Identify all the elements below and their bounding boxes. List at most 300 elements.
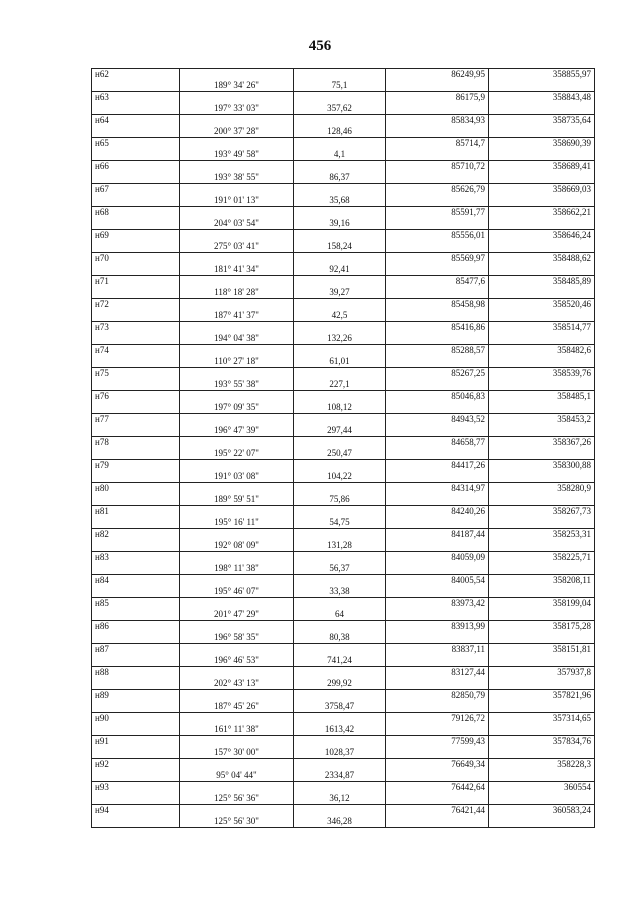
empty-cell xyxy=(294,552,386,564)
empty-cell xyxy=(386,747,489,759)
point-name: н77 xyxy=(92,414,180,426)
empty-cell xyxy=(386,724,489,736)
point-row xyxy=(92,667,595,679)
empty-cell xyxy=(92,356,180,368)
segment-row xyxy=(92,816,595,828)
segment-row xyxy=(92,287,595,299)
point-name: н93 xyxy=(92,782,180,794)
x-coordinate: 84417,26 xyxy=(386,460,489,472)
y-coordinate: 358453,2 xyxy=(489,414,595,426)
point-name: н75 xyxy=(92,368,180,380)
empty-cell xyxy=(386,448,489,460)
y-coordinate: 358669,03 xyxy=(489,184,595,196)
direction-angle: 201° 47' 29" xyxy=(180,609,294,621)
empty-cell xyxy=(294,483,386,495)
y-coordinate: 358689,41 xyxy=(489,161,595,173)
empty-cell xyxy=(180,138,294,150)
empty-cell xyxy=(386,333,489,345)
empty-cell xyxy=(386,287,489,299)
segment-length: 56,37 xyxy=(294,563,386,575)
empty-cell xyxy=(180,184,294,196)
y-coordinate: 358855,97 xyxy=(489,69,595,81)
empty-cell xyxy=(489,264,595,276)
empty-cell xyxy=(92,586,180,598)
empty-cell xyxy=(489,793,595,805)
point-row xyxy=(92,230,595,242)
direction-angle: 125° 56' 36" xyxy=(180,793,294,805)
empty-cell xyxy=(489,149,595,161)
empty-cell xyxy=(92,195,180,207)
point-name: н83 xyxy=(92,552,180,564)
segment-row xyxy=(92,172,595,184)
x-coordinate: 82850,79 xyxy=(386,690,489,702)
x-coordinate: 83973,42 xyxy=(386,598,489,610)
point-row xyxy=(92,552,595,564)
empty-cell xyxy=(180,759,294,771)
empty-cell xyxy=(294,299,386,311)
empty-cell xyxy=(180,115,294,127)
empty-cell xyxy=(92,218,180,230)
y-coordinate: 358253,31 xyxy=(489,529,595,541)
empty-cell xyxy=(294,506,386,518)
empty-cell xyxy=(180,598,294,610)
direction-angle: 157° 30' 00" xyxy=(180,747,294,759)
y-coordinate: 358488,62 xyxy=(489,253,595,265)
empty-cell xyxy=(180,782,294,794)
segment-length: 35,68 xyxy=(294,195,386,207)
empty-cell xyxy=(180,690,294,702)
y-coordinate: 358228,3 xyxy=(489,759,595,771)
y-coordinate: 358151,81 xyxy=(489,644,595,656)
point-name: н72 xyxy=(92,299,180,311)
empty-cell xyxy=(489,172,595,184)
empty-cell xyxy=(386,402,489,414)
y-coordinate: 357821,96 xyxy=(489,690,595,702)
x-coordinate: 84005,54 xyxy=(386,575,489,587)
empty-cell xyxy=(386,678,489,690)
empty-cell xyxy=(489,241,595,253)
x-coordinate: 85556,01 xyxy=(386,230,489,242)
segment-row xyxy=(92,494,595,506)
point-name: н78 xyxy=(92,437,180,449)
x-coordinate: 84943,52 xyxy=(386,414,489,426)
point-row xyxy=(92,759,595,771)
y-coordinate: 358646,24 xyxy=(489,230,595,242)
point-row xyxy=(92,805,595,817)
y-coordinate: 358482,6 xyxy=(489,345,595,357)
empty-cell xyxy=(489,310,595,322)
point-name: н63 xyxy=(92,92,180,104)
empty-cell xyxy=(92,678,180,690)
empty-cell xyxy=(92,609,180,621)
empty-cell xyxy=(294,92,386,104)
y-coordinate: 358539,76 xyxy=(489,368,595,380)
empty-cell xyxy=(489,425,595,437)
direction-angle: 191° 03' 08" xyxy=(180,471,294,483)
empty-cell xyxy=(489,609,595,621)
point-name: н84 xyxy=(92,575,180,587)
empty-cell xyxy=(92,149,180,161)
point-row xyxy=(92,138,595,150)
empty-cell xyxy=(92,425,180,437)
direction-angle: 118° 18' 28" xyxy=(180,287,294,299)
segment-length: 80,38 xyxy=(294,632,386,644)
segment-row xyxy=(92,770,595,782)
segment-row xyxy=(92,563,595,575)
point-name: н64 xyxy=(92,115,180,127)
empty-cell xyxy=(92,747,180,759)
empty-cell xyxy=(294,759,386,771)
segment-length: 42,5 xyxy=(294,310,386,322)
segment-row xyxy=(92,333,595,345)
direction-angle: 196° 58' 35" xyxy=(180,632,294,644)
segment-row xyxy=(92,379,595,391)
empty-cell xyxy=(294,667,386,679)
direction-angle: 187° 41' 37" xyxy=(180,310,294,322)
empty-cell xyxy=(294,138,386,150)
empty-cell xyxy=(180,207,294,219)
y-coordinate: 358690,39 xyxy=(489,138,595,150)
point-name: н71 xyxy=(92,276,180,288)
empty-cell xyxy=(294,276,386,288)
empty-cell xyxy=(92,655,180,667)
empty-cell xyxy=(180,667,294,679)
x-coordinate: 84187,44 xyxy=(386,529,489,541)
y-coordinate: 358300,88 xyxy=(489,460,595,472)
x-coordinate: 76421,44 xyxy=(386,805,489,817)
y-coordinate: 358208,11 xyxy=(489,575,595,587)
empty-cell xyxy=(489,333,595,345)
empty-cell xyxy=(489,747,595,759)
empty-cell xyxy=(386,540,489,552)
segment-row xyxy=(92,241,595,253)
empty-cell xyxy=(92,816,180,828)
x-coordinate: 86175,9 xyxy=(386,92,489,104)
empty-cell xyxy=(386,126,489,138)
empty-cell xyxy=(386,218,489,230)
segment-row xyxy=(92,448,595,460)
empty-cell xyxy=(386,770,489,782)
empty-cell xyxy=(489,655,595,667)
direction-angle: 161° 11' 38" xyxy=(180,724,294,736)
segment-length: 357,62 xyxy=(294,103,386,115)
x-coordinate: 79126,72 xyxy=(386,713,489,725)
segment-row xyxy=(92,402,595,414)
empty-cell xyxy=(294,253,386,265)
empty-cell xyxy=(92,80,180,92)
x-coordinate: 83127,44 xyxy=(386,667,489,679)
point-name: н87 xyxy=(92,644,180,656)
segment-length: 227,1 xyxy=(294,379,386,391)
empty-cell xyxy=(489,80,595,92)
segment-length: 86,37 xyxy=(294,172,386,184)
empty-cell xyxy=(294,782,386,794)
empty-cell xyxy=(294,529,386,541)
segment-row xyxy=(92,609,595,621)
empty-cell xyxy=(386,356,489,368)
empty-cell xyxy=(294,598,386,610)
point-row xyxy=(92,713,595,725)
y-coordinate: 357937,8 xyxy=(489,667,595,679)
y-coordinate: 357314,65 xyxy=(489,713,595,725)
x-coordinate: 76442,64 xyxy=(386,782,489,794)
empty-cell xyxy=(386,655,489,667)
segment-length: 36,12 xyxy=(294,793,386,805)
empty-cell xyxy=(489,379,595,391)
segment-length: 4,1 xyxy=(294,149,386,161)
boundary-points-table xyxy=(91,68,595,828)
empty-cell xyxy=(92,793,180,805)
point-row xyxy=(92,345,595,357)
direction-angle: 204° 03' 54" xyxy=(180,218,294,230)
point-name: н62 xyxy=(92,69,180,81)
empty-cell xyxy=(180,69,294,81)
point-row xyxy=(92,644,595,656)
empty-cell xyxy=(386,816,489,828)
empty-cell xyxy=(386,264,489,276)
x-coordinate: 85569,97 xyxy=(386,253,489,265)
empty-cell xyxy=(386,195,489,207)
empty-cell xyxy=(294,115,386,127)
empty-cell xyxy=(180,437,294,449)
segment-row xyxy=(92,701,595,713)
empty-cell xyxy=(294,621,386,633)
empty-cell xyxy=(92,517,180,529)
empty-cell xyxy=(92,241,180,253)
x-coordinate: 84059,09 xyxy=(386,552,489,564)
point-name: н80 xyxy=(92,483,180,495)
empty-cell xyxy=(180,230,294,242)
point-name: н90 xyxy=(92,713,180,725)
empty-cell xyxy=(92,563,180,575)
direction-angle: 187° 45' 26" xyxy=(180,701,294,713)
empty-cell xyxy=(489,678,595,690)
empty-cell xyxy=(92,310,180,322)
point-row xyxy=(92,437,595,449)
empty-cell xyxy=(386,471,489,483)
segment-length: 75,1 xyxy=(294,80,386,92)
segment-length: 61,01 xyxy=(294,356,386,368)
segment-length: 39,27 xyxy=(294,287,386,299)
point-name: н67 xyxy=(92,184,180,196)
empty-cell xyxy=(386,103,489,115)
x-coordinate: 83837,11 xyxy=(386,644,489,656)
point-name: н66 xyxy=(92,161,180,173)
point-row xyxy=(92,322,595,334)
empty-cell xyxy=(294,368,386,380)
point-row xyxy=(92,391,595,403)
empty-cell xyxy=(489,632,595,644)
direction-angle: 197° 33' 03" xyxy=(180,103,294,115)
empty-cell xyxy=(180,161,294,173)
empty-cell xyxy=(180,552,294,564)
y-coordinate: 358267,73 xyxy=(489,506,595,518)
empty-cell xyxy=(489,218,595,230)
segment-row xyxy=(92,103,595,115)
empty-cell xyxy=(180,92,294,104)
point-name: н76 xyxy=(92,391,180,403)
empty-cell xyxy=(386,241,489,253)
point-row xyxy=(92,115,595,127)
segment-length: 108,12 xyxy=(294,402,386,414)
segment-length: 1028,37 xyxy=(294,747,386,759)
empty-cell xyxy=(92,333,180,345)
empty-cell xyxy=(294,69,386,81)
point-row xyxy=(92,621,595,633)
empty-cell xyxy=(489,103,595,115)
empty-cell xyxy=(294,460,386,472)
point-row xyxy=(92,506,595,518)
empty-cell xyxy=(180,276,294,288)
x-coordinate: 85626,79 xyxy=(386,184,489,196)
segment-length: 299,92 xyxy=(294,678,386,690)
segment-length: 1613,42 xyxy=(294,724,386,736)
segment-row xyxy=(92,356,595,368)
direction-angle: 189° 59' 51" xyxy=(180,494,294,506)
direction-angle: 202° 43' 13" xyxy=(180,678,294,690)
empty-cell xyxy=(92,770,180,782)
empty-cell xyxy=(294,805,386,817)
empty-cell xyxy=(489,471,595,483)
empty-cell xyxy=(489,586,595,598)
x-coordinate: 85710,72 xyxy=(386,161,489,173)
empty-cell xyxy=(386,379,489,391)
empty-cell xyxy=(489,494,595,506)
segment-length: 104,22 xyxy=(294,471,386,483)
x-coordinate: 85416,86 xyxy=(386,322,489,334)
point-row xyxy=(92,184,595,196)
direction-angle: 191° 01' 13" xyxy=(180,195,294,207)
empty-cell xyxy=(386,172,489,184)
x-coordinate: 85714,7 xyxy=(386,138,489,150)
empty-cell xyxy=(92,724,180,736)
x-coordinate: 85477,6 xyxy=(386,276,489,288)
segment-length: 250,47 xyxy=(294,448,386,460)
point-name: н89 xyxy=(92,690,180,702)
direction-angle: 95° 04' 44" xyxy=(180,770,294,782)
empty-cell xyxy=(92,701,180,713)
direction-angle: 195° 16' 11" xyxy=(180,517,294,529)
empty-cell xyxy=(180,299,294,311)
empty-cell xyxy=(92,448,180,460)
segment-row xyxy=(92,195,595,207)
point-row xyxy=(92,483,595,495)
point-row xyxy=(92,575,595,587)
empty-cell xyxy=(180,368,294,380)
segment-row xyxy=(92,540,595,552)
point-row xyxy=(92,207,595,219)
point-name: н68 xyxy=(92,207,180,219)
point-name: н86 xyxy=(92,621,180,633)
point-name: н92 xyxy=(92,759,180,771)
direction-angle: 198° 11' 38" xyxy=(180,563,294,575)
empty-cell xyxy=(180,460,294,472)
empty-cell xyxy=(386,80,489,92)
segment-row xyxy=(92,218,595,230)
segment-row xyxy=(92,793,595,805)
direction-angle: 181° 41' 34" xyxy=(180,264,294,276)
empty-cell xyxy=(180,345,294,357)
y-coordinate: 358520,46 xyxy=(489,299,595,311)
segment-length: 131,28 xyxy=(294,540,386,552)
empty-cell xyxy=(180,805,294,817)
point-name: н74 xyxy=(92,345,180,357)
empty-cell xyxy=(92,379,180,391)
empty-cell xyxy=(92,172,180,184)
point-row xyxy=(92,736,595,748)
empty-cell xyxy=(294,414,386,426)
empty-cell xyxy=(180,506,294,518)
y-coordinate: 358280,9 xyxy=(489,483,595,495)
x-coordinate: 83913,99 xyxy=(386,621,489,633)
empty-cell xyxy=(294,345,386,357)
segment-row xyxy=(92,310,595,322)
empty-cell xyxy=(489,356,595,368)
y-coordinate: 360554 xyxy=(489,782,595,794)
empty-cell xyxy=(386,586,489,598)
y-coordinate: 358514,77 xyxy=(489,322,595,334)
x-coordinate: 84240,26 xyxy=(386,506,489,518)
segment-row xyxy=(92,517,595,529)
empty-cell xyxy=(294,207,386,219)
empty-cell xyxy=(489,770,595,782)
segment-row xyxy=(92,471,595,483)
x-coordinate: 85267,25 xyxy=(386,368,489,380)
empty-cell xyxy=(489,540,595,552)
y-coordinate: 358843,48 xyxy=(489,92,595,104)
segment-row xyxy=(92,747,595,759)
empty-cell xyxy=(92,264,180,276)
y-coordinate: 358175,28 xyxy=(489,621,595,633)
y-coordinate: 360583,24 xyxy=(489,805,595,817)
x-coordinate: 84658,77 xyxy=(386,437,489,449)
empty-cell xyxy=(92,540,180,552)
empty-cell xyxy=(92,287,180,299)
direction-angle: 125° 56' 30" xyxy=(180,816,294,828)
segment-length: 128,46 xyxy=(294,126,386,138)
segment-row xyxy=(92,425,595,437)
empty-cell xyxy=(386,632,489,644)
point-name: н69 xyxy=(92,230,180,242)
segment-length: 54,75 xyxy=(294,517,386,529)
x-coordinate: 84314,97 xyxy=(386,483,489,495)
empty-cell xyxy=(294,644,386,656)
empty-cell xyxy=(489,517,595,529)
segment-row xyxy=(92,586,595,598)
direction-angle: 196° 46' 53" xyxy=(180,655,294,667)
direction-angle: 193° 55' 38" xyxy=(180,379,294,391)
segment-length: 2334,87 xyxy=(294,770,386,782)
empty-cell xyxy=(294,713,386,725)
empty-cell xyxy=(92,471,180,483)
point-row xyxy=(92,92,595,104)
direction-angle: 195° 46' 07" xyxy=(180,586,294,598)
x-coordinate: 85591,77 xyxy=(386,207,489,219)
direction-angle: 110° 27' 18" xyxy=(180,356,294,368)
point-name: н88 xyxy=(92,667,180,679)
segment-length: 346,28 xyxy=(294,816,386,828)
direction-angle: 275° 03' 41" xyxy=(180,241,294,253)
direction-angle: 193° 49' 58" xyxy=(180,149,294,161)
segment-length: 158,24 xyxy=(294,241,386,253)
point-row xyxy=(92,69,595,81)
empty-cell xyxy=(180,575,294,587)
direction-angle: 200° 37' 28" xyxy=(180,126,294,138)
empty-cell xyxy=(386,310,489,322)
empty-cell xyxy=(180,414,294,426)
x-coordinate: 76649,34 xyxy=(386,759,489,771)
direction-angle: 189° 34' 26" xyxy=(180,80,294,92)
